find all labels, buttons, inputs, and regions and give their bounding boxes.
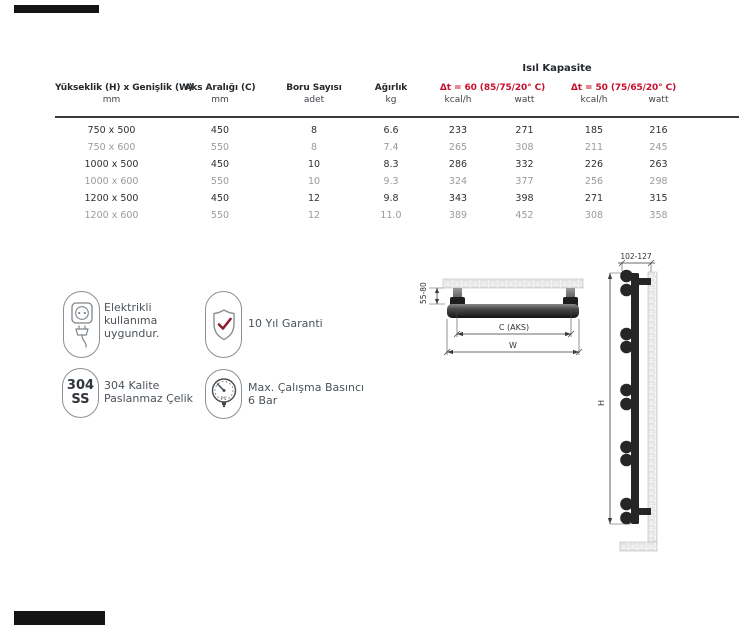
- unit-mm-1: mm: [102, 95, 121, 105]
- col-header-delta-t50: Δt = 50 (75/65/20° C): [570, 83, 677, 93]
- feature-pill-warranty: [205, 291, 242, 358]
- side-view-diagram: [595, 245, 745, 557]
- stainless-steel-badge: 304 SS: [66, 378, 95, 407]
- feature-pill-electric: [63, 291, 100, 358]
- unit-kg: kg: [385, 95, 397, 105]
- front-view-diagram: [410, 246, 605, 361]
- wall-foot: [620, 542, 657, 551]
- col-header-delta-t60: Δt = 60 (85/75/20° C): [439, 83, 546, 93]
- height-dimension-label: H: [597, 399, 606, 407]
- col-header-axis-spacing: Aks Aralığı (C): [184, 83, 256, 93]
- table-header-rule: [55, 116, 739, 118]
- table-row: 1200 x 600 550 12 11.0 389 452 308 358: [84, 210, 668, 221]
- bottom-logo-bar: [14, 611, 105, 625]
- table-row: 750 x 500 450 8 6.6 233 271 185 216: [87, 125, 668, 136]
- pressure-gauge-icon: [207, 371, 241, 418]
- spec-table-header-grid: [55, 61, 688, 110]
- wall-section: [443, 279, 583, 288]
- header-spacer: [55, 61, 426, 74]
- axis-dimension-label: C (AKS): [498, 323, 530, 332]
- col-header-weight: Ağırlık: [374, 83, 408, 93]
- depth-dimension-label: 102-127: [620, 252, 652, 261]
- spec-table-body-grid: [55, 122, 688, 224]
- top-logo-bar: [14, 5, 99, 13]
- spec-table-header: [55, 61, 688, 110]
- col-header-pipe-count: Boru Sayısı: [286, 83, 342, 93]
- radiator-collector: [631, 273, 639, 524]
- radiator-tube: [447, 304, 579, 318]
- feature-pill-pressure: [205, 369, 242, 419]
- unit-adet: adet: [303, 95, 325, 105]
- col-header-dimensions: Yükseklik (H) x Genişlik (W): [55, 83, 193, 93]
- unit-watt-50: watt: [648, 95, 669, 105]
- electric-plug-icon: [65, 293, 99, 357]
- table-row: 1000 x 500 450 10 8.3 286 332 226 263: [84, 159, 668, 170]
- unit-mm-2: mm: [211, 95, 229, 105]
- feature-text-warranty: 10 Yıl Garanti: [248, 317, 323, 330]
- table-row: 750 x 600 550 8 7.4 265 308 211 245: [87, 142, 668, 153]
- feature-text-stainless: 304 Kalite Paslanmaz Çelik: [104, 379, 194, 405]
- wall-offset-dimension-label: 55-80: [419, 282, 428, 304]
- feature-pill-stainless: [62, 368, 99, 418]
- heat-capacity-group-header: Isıl Kapasite: [522, 63, 592, 74]
- feature-text-pressure: Max. Çalışma Basıncı 6 Bar: [248, 381, 365, 407]
- unit-kcal-60: kcal/h: [444, 95, 472, 105]
- table-row: 1200 x 500 450 12 9.8 343 398 271 315: [84, 193, 668, 204]
- spec-table-body: [55, 122, 688, 224]
- unit-watt-60: watt: [514, 95, 535, 105]
- gauge-unit-label: bar: [220, 395, 227, 399]
- width-dimension-label: W: [509, 341, 517, 350]
- wall-section: [648, 272, 657, 542]
- feature-text-electric: Elektrikli kullanıma uygundur.: [104, 301, 160, 340]
- shield-check-icon: [207, 293, 241, 357]
- table-row: 1000 x 600 550 10 9.3 324 377 256 298: [84, 176, 668, 187]
- unit-kcal-50: kcal/h: [580, 95, 608, 105]
